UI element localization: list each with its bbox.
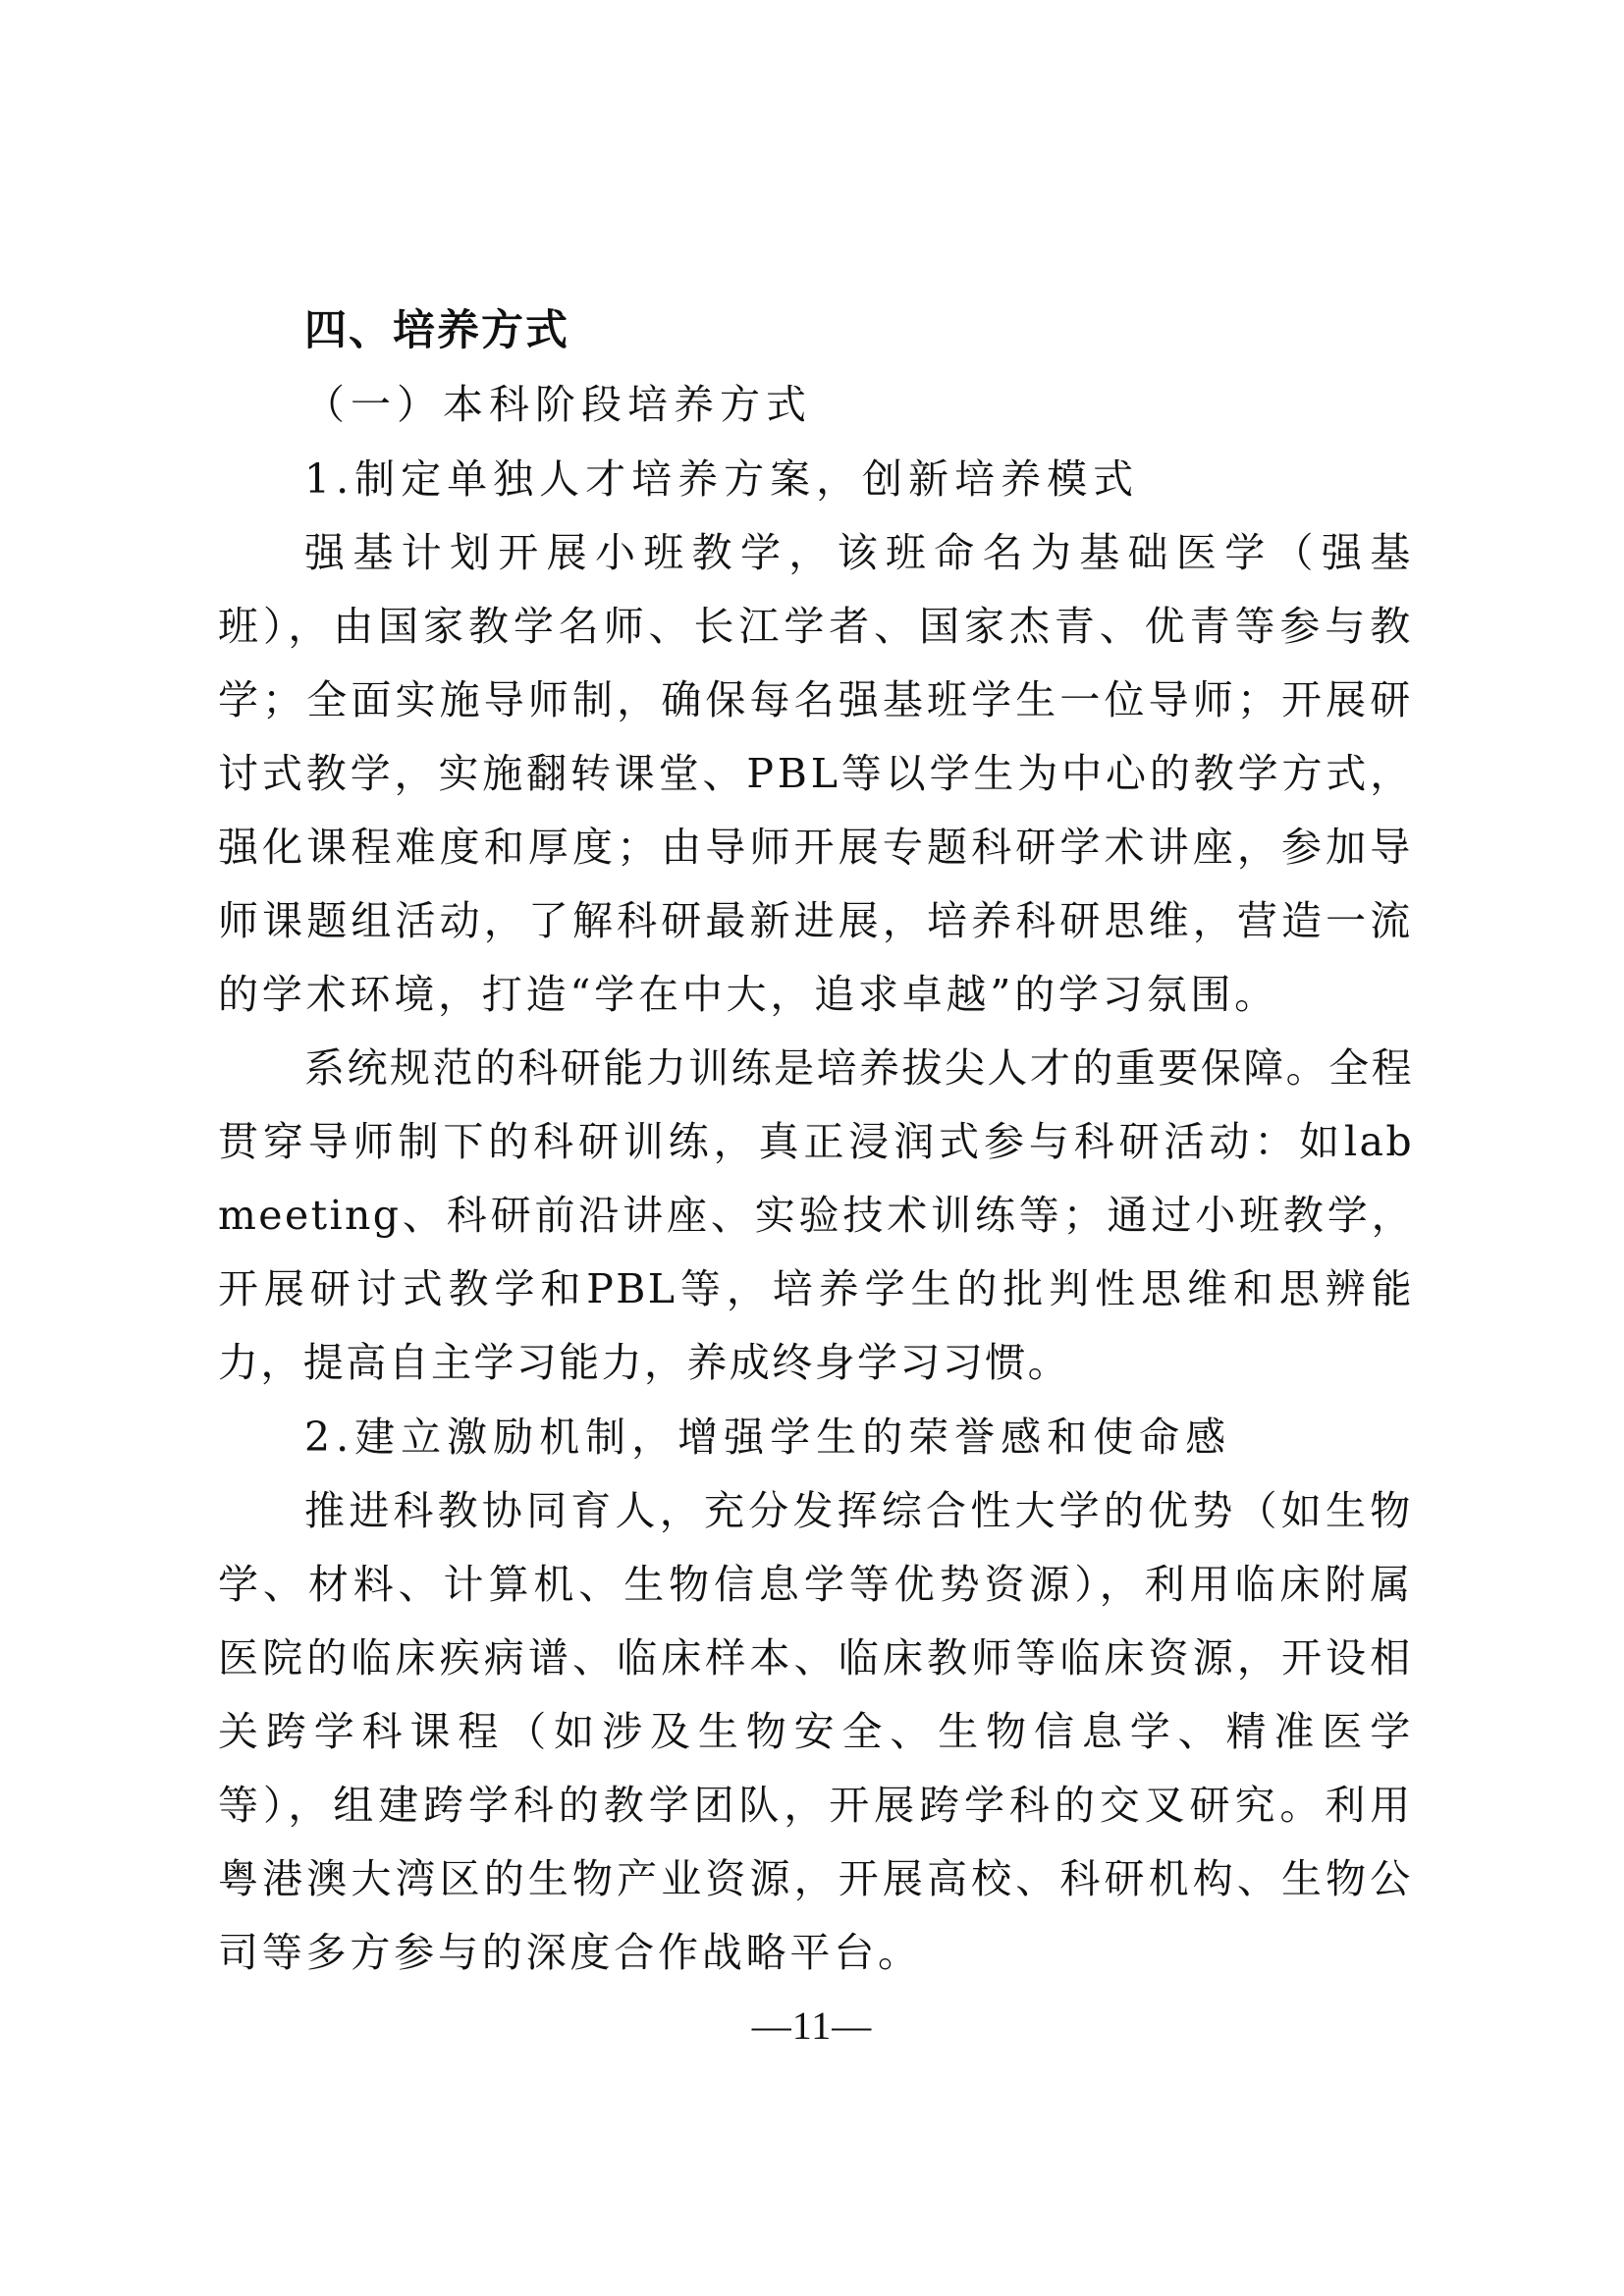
item2-heading: 2.建立激励机制，增强学生的荣誉感和使命感 — [304, 1414, 1232, 1461]
paragraph-collaboration: 推进科教协同育人，充分发挥综合性大学的优势（如生物学、材料、计算机、生物信息学等优势资源），利用临床附属医院的临床疾病谱、临床样本、临床教师等临床资源，开设相关跨学科课程（如涉及生物安全、生物信息学、精准医学等），组建跨学科的教学团队，开展跨学科的交叉研究。利用粤港澳大湾区的生物产业资源，开展高校、科研机构、生物公司等多方参与的深度合作战略平台。 — [218, 1487, 1414, 1976]
page-number: —11— — [751, 2003, 873, 2048]
body-text — [218, 294, 1414, 1990]
paragraph-small-class-teaching: 强基计划开展小班教学，该班命名为基础医学（强基班），由国家教学名师、长江学者、国家杰青、优青等参与教学；全面实施导师制，确保每名强基班学生一位导师；开展研讨式教学，实施翻转课堂、PBL等以学生为中心的教学方式，强化课程难度和厚度；由导师开展专题科研学术讲座，参加导师课题组活动，了解科研最新进展，培养科研思维，营造一流的学术环境，打造“学在中大，追求卓越”的学习氛围。 — [218, 529, 1414, 1018]
paragraph-research-training: 系统规范的科研能力训练是培养拔尖人才的重要保障。全程贯穿导师制下的科研训练，真正浸润式参与科研活动：如lab meeting、科研前沿讲座、实验技术训练等；通过小班教学，开展研讨式教学和PBL等，培养学生的批判性思维和思辨能力，提高自主学习能力，养成终身学习习惯。 — [218, 1044, 1414, 1386]
item1-heading: 1.制定单独人才培养方案，创新培养模式 — [304, 455, 1140, 503]
section-heading: 四、培养方式 — [304, 306, 569, 355]
subsection-heading: （一）本科阶段培养方式 — [304, 381, 812, 428]
